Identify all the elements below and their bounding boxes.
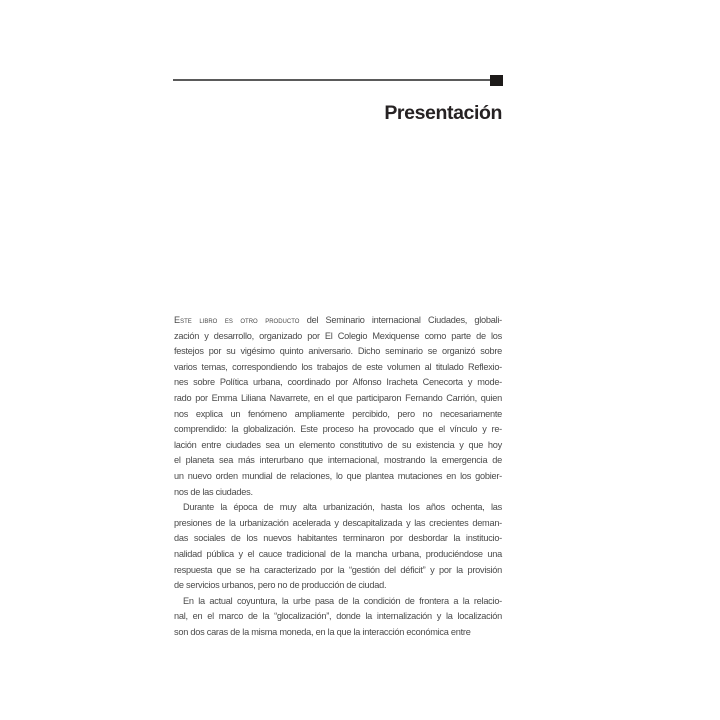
header-rule-end-square (490, 75, 503, 86)
body-line-p1-l12: nos de las ciudades. (174, 486, 253, 497)
body-line-p3-l2: nal, en el marco de la “glocalización”, donde la internalización y la localización (174, 611, 502, 622)
page-body-text (174, 313, 502, 640)
body-line-p1-l8: comprendido: la globalización. Este proceso ha provocado que el vínculo y re- (174, 424, 502, 435)
body-line-p1-l10: el planeta sea más interurbano que internacional, mostrando la emergencia de (174, 455, 502, 466)
body-line-p2-l5: respuesta que se ha caracterizado por la “gestión del déficit” y por la provisión (174, 564, 502, 575)
body-line-p2-l2: presiones de la urbanización acelerada y descapitalizada y las crecientes deman- (174, 517, 502, 528)
body-line-p1-l4: varios temas, correspondiendo los trabajos de este volumen al titulado Reflexio- (174, 361, 502, 372)
body-line-p1-l5: nes sobre Política urbana, coordinado por Alfonso Iracheta Cenecorta y mode- (174, 377, 502, 388)
lead-in-small-caps: Este libro es otro producto (174, 315, 300, 325)
body-line-p1-l11: un nuevo orden mundial de relaciones, lo que plantea mutaciones en los gobier- (174, 470, 502, 481)
body-line-p1-l2: zación y desarrollo, organizado por El Colegio Mexiquense como parte de los (174, 330, 502, 341)
body-line-p1-l1: Este libro es otro producto del Seminario internacional Ciudades, globali- (174, 315, 502, 325)
body-line-p1-l7: nos explica un fenómeno ampliamente percibido, pero no necesariamente (174, 408, 502, 419)
body-line-p3-l3: son dos caras de la misma moneda, en la que la interacción económica entre (174, 626, 471, 637)
body-line-p2-l4: nalidad pública y el cauce tradicional de la mancha urbana, produciéndose una (174, 548, 502, 559)
body-line-p3-l1: En la actual coyuntura, la urbe pasa de la condición de frontera a la relacio- (183, 595, 502, 606)
body-line-p1-l3: festejos por su vigésimo quinto aniversario. Dicho seminario se organizó sobre (174, 346, 502, 357)
body-line-p1-l9: lación entre ciudades sea un elemento constitutivo de su existencia y que hoy (174, 439, 502, 450)
body-line-p2-l3: das sociales de los nuevos habitantes terminaron por desbordar la institucio- (174, 533, 502, 544)
page-title: Presentación (384, 102, 502, 124)
body-line-p1-l6: rado por Emma Liliana Navarrete, en el que participaron Fernando Carrión, quien (174, 392, 502, 403)
body-line-p2-l6: de servicios urbanos, pero no de producción de ciudad. (174, 580, 387, 591)
header-rule-line (173, 79, 502, 81)
body-line-p2-l1: Durante la época de muy alta urbanización, hasta los años ochenta, las (183, 502, 502, 513)
